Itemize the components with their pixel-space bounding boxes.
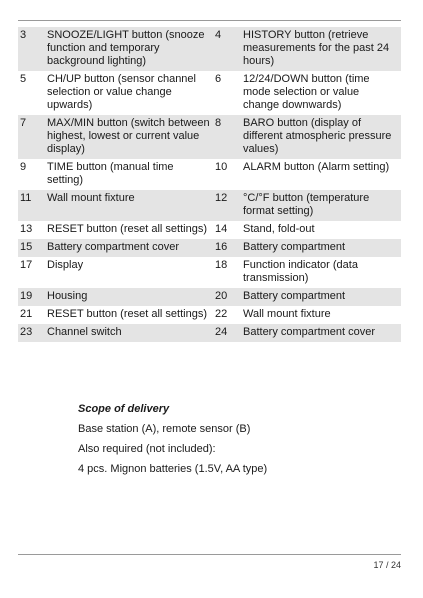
part-number: 21	[18, 306, 47, 324]
table-row	[18, 239, 401, 257]
table-row	[18, 257, 401, 288]
table-row	[18, 159, 401, 190]
part-number: 22	[215, 306, 243, 324]
bottom-divider	[18, 554, 401, 555]
part-description: MAX/MIN button (switch between highest, lowest or current value display)	[47, 115, 215, 159]
table-row	[18, 27, 401, 71]
table-row	[18, 190, 401, 221]
part-description: Display	[47, 257, 215, 288]
part-number: 7	[18, 115, 47, 159]
scope-heading: Scope of delivery	[78, 403, 170, 415]
part-description: Function indicator (data transmission)	[243, 257, 401, 288]
part-description: Channel switch	[47, 324, 215, 342]
part-description: Battery compartment	[243, 288, 401, 306]
part-description: Battery compartment cover	[243, 324, 401, 342]
part-description: RESET button (reset all settings)	[47, 306, 215, 324]
part-number: 13	[18, 221, 47, 239]
part-description: Wall mount fixture	[47, 190, 215, 221]
part-number: 10	[215, 159, 243, 190]
part-number: 16	[215, 239, 243, 257]
part-number: 8	[215, 115, 243, 159]
table-row	[18, 221, 401, 239]
scope-of-delivery-section	[78, 403, 398, 483]
part-description: Housing	[47, 288, 215, 306]
scope-required-line: Also required (not included):	[78, 443, 216, 455]
part-description: HISTORY button (retrieve measurements for the past 24 hours)	[243, 27, 401, 71]
top-divider	[18, 20, 401, 21]
part-number: 15	[18, 239, 47, 257]
scope-batteries-line: 4 pcs. Mignon batteries (1.5V, AA type)	[78, 463, 268, 475]
part-number: 24	[215, 324, 243, 342]
part-number: 23	[18, 324, 47, 342]
part-description: CH/UP button (sensor channel selection or value change upwards)	[47, 71, 215, 115]
part-description: 12/24/DOWN button (time mode selection or value change downwards)	[243, 71, 401, 115]
table-row	[18, 71, 401, 115]
part-description: Battery compartment cover	[47, 239, 215, 257]
table-row	[18, 288, 401, 306]
part-description: Wall mount fixture	[243, 306, 401, 324]
part-number: 12	[215, 190, 243, 221]
table-row	[18, 324, 401, 342]
part-number: 18	[215, 257, 243, 288]
part-description: ALARM button (Alarm setting)	[243, 159, 401, 190]
part-number: 17	[18, 257, 47, 288]
parts-table	[18, 27, 401, 342]
part-number: 19	[18, 288, 47, 306]
part-description: BARO button (display of different atmospheric pressure values)	[243, 115, 401, 159]
scope-contents-line: Base station (A), remote sensor (B)	[78, 423, 251, 435]
table-row	[18, 115, 401, 159]
part-number: 3	[18, 27, 47, 71]
part-number: 4	[215, 27, 243, 71]
part-description: TIME button (manual time setting)	[47, 159, 215, 190]
part-description: Battery compartment	[243, 239, 401, 257]
table-row	[18, 306, 401, 324]
part-number: 11	[18, 190, 47, 221]
part-number: 14	[215, 221, 243, 239]
part-number: 6	[215, 71, 243, 115]
page-number: 17 / 24	[373, 560, 401, 570]
part-description: Stand, fold-out	[243, 221, 401, 239]
part-number: 20	[215, 288, 243, 306]
part-description: RESET button (reset all settings)	[47, 221, 215, 239]
part-description: SNOOZE/LIGHT button (snooze function and temporary background lighting)	[47, 27, 215, 71]
part-description: °C/°F button (temperature format setting)	[243, 190, 401, 221]
part-number: 5	[18, 71, 47, 115]
part-number: 9	[18, 159, 47, 190]
